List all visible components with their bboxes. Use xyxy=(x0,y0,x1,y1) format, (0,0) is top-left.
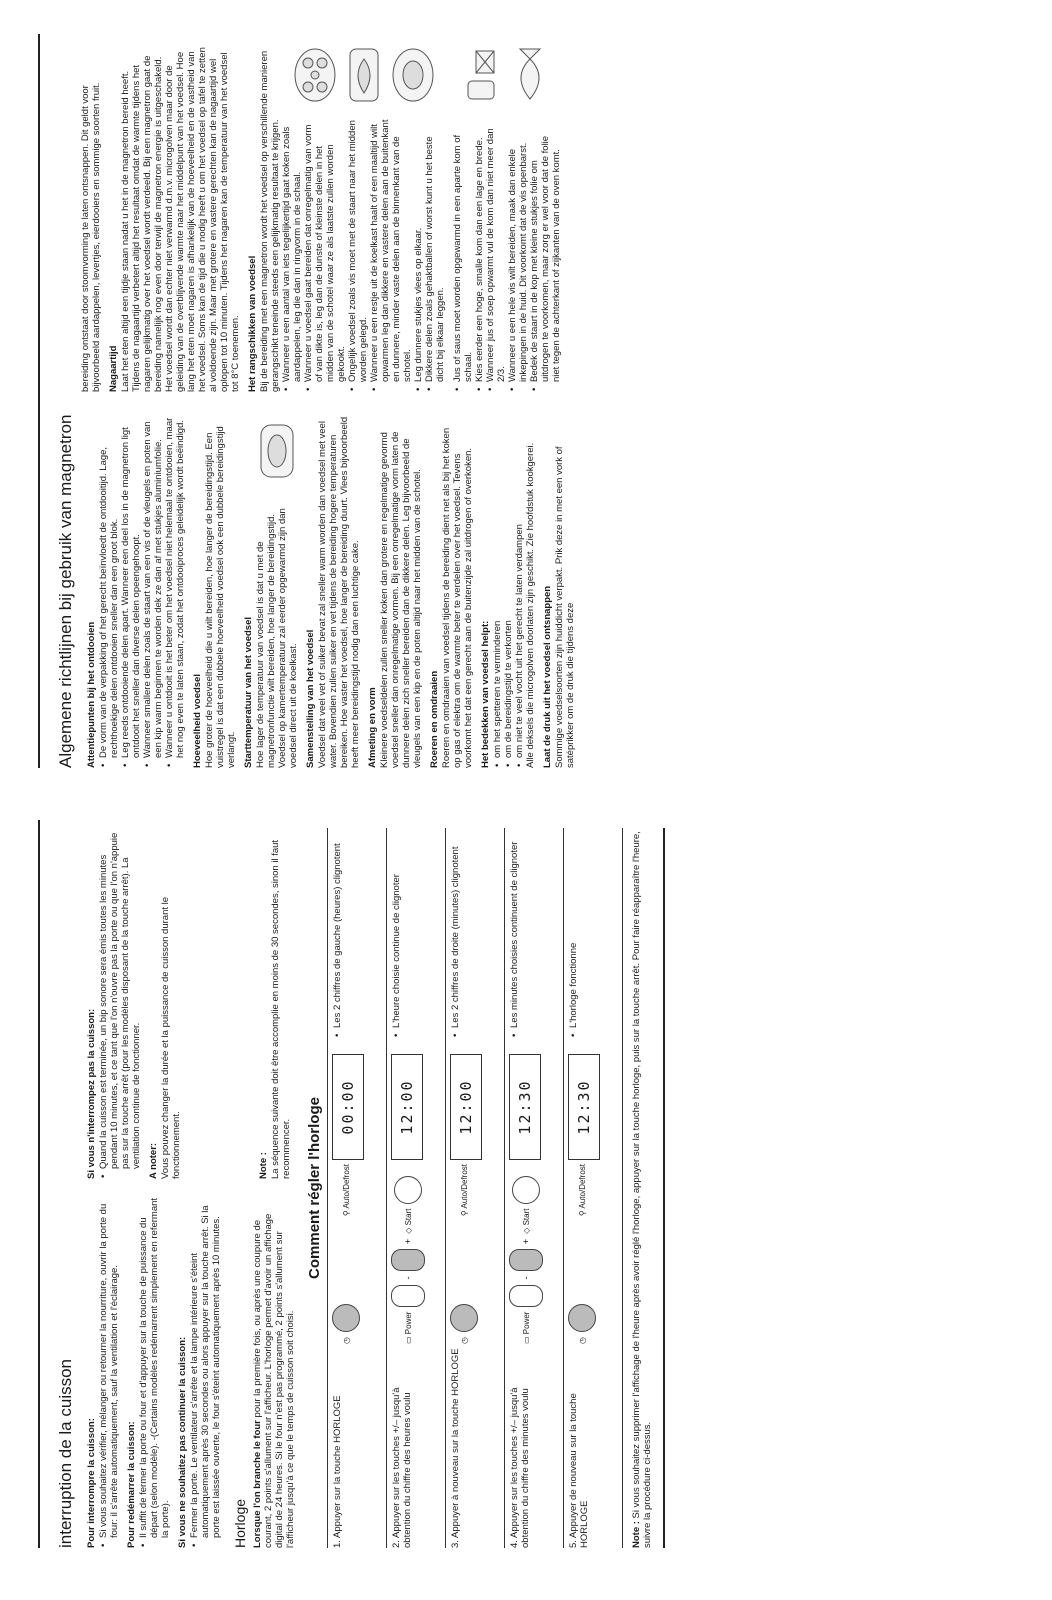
step-result: • L'horloge fonctionne xyxy=(568,832,579,1028)
defrost-item: • Wanneer u ontdooit is het beter om het voedsel niet helemaal te ontdooien, maar het nog even te laten staan, zodat het ontdooiproces geleidelijk wordt beëindigd. xyxy=(164,416,186,758)
clock-note-heading: Note : xyxy=(258,1152,269,1179)
page-title: Algemene richtlijnen bij gebruik van magnetron xyxy=(56,414,75,768)
clock-intro xyxy=(252,1197,296,1548)
note-text: Vous pouvez changer la durée et la puissance de cuisson durant le fonctionnement. xyxy=(160,896,182,1179)
final-note-text: Si vous souhaitez supprimer l'affichage de l'heure après avoir réglé l'horloge, appuyer sur la touche horloge, puis sur la touche arrêt. Pour faire réapparaître l'heure, suivre la procédure ci-dessus. xyxy=(631,831,653,1548)
plus-minus-button[interactable] xyxy=(391,1249,425,1271)
cover-text: Alle deksels die microgolven doorlaten zijn geschikt. Zie hoofdstuk kookgerei. xyxy=(525,442,536,768)
arrange-item: • Dikkere delen zoals gehaktballen of worst kunt u het beste dicht bij elkaar leggen. xyxy=(424,118,446,382)
final-note-heading: Note : xyxy=(631,1521,642,1548)
extra-item: • Kies eerder een hoge, smalle kom dan een lage en brede. xyxy=(474,118,485,382)
leftovers-plate-icon xyxy=(390,45,436,105)
shape-heading: Afmeting en vorm xyxy=(367,687,378,768)
extra-item: • Wanneer u een hele vis wilt bereiden, maak dan enkele inkepingen in de huid. Dit voorkomt dat de vis openbarst. xyxy=(507,118,529,382)
step-result: • L'heure choisie continue de clignoter xyxy=(391,832,402,1028)
composition-text: Voedsel dat veel vet of suiker bevat zal sneller warm worden dan voedsel met veel water. Bovendien zullen suiker en vet tijdens de bereiding hogere temperaturen bereiken. Hoe vaster het voedsel, hoe langer de bereiding duurt. Vlees bijvoorbeeld heeft meer bereidingstijd nodig dan een luchtige cake. xyxy=(317,416,361,768)
auto-defrost-icon: ⚲ Auto/Defrost xyxy=(459,1164,469,1217)
arrange-item: • Ongelijk voedsel zoals vis moet met de staart naar het midden worden gelegd. xyxy=(347,118,369,382)
shape-text: Kleinere voedseldelen zullen sneller koken dan grotere en regelmatige gevormd voedsel sneller dan onregelmatige vormen. Bij een onregelmatige vorm laten de dunnere delen zich sneller bereiden dan de dikkere delen. Leg bijvoorbeeld de vleugels van een kip en de poten altijd naar het midden van de schotel. xyxy=(379,431,423,768)
bowls-icon xyxy=(462,45,502,105)
clock-display: 12:00 xyxy=(391,1054,423,1160)
top-rule xyxy=(38,820,40,1548)
clock-intro-section xyxy=(252,828,296,1548)
page-french xyxy=(0,800,1052,1600)
bottom-rule xyxy=(663,828,665,1548)
table-row xyxy=(446,828,505,1548)
defrost-item: • De vorm van de verpakking of het gerecht beïnvloedt de ontdooitijd. Lage, rechthoekige delen ontdooien sneller dan een groot blok. xyxy=(98,416,120,758)
fish-dish-icon xyxy=(344,45,384,105)
step-result: • Les 2 chiffres de droite (minutes) clignotent xyxy=(450,832,461,1028)
clock-button[interactable] xyxy=(450,1304,478,1332)
cover-heading: Het bedekken van voedsel helpt: xyxy=(480,620,491,768)
quantity-heading: Hoeveelheid voedsel xyxy=(192,674,203,768)
column-left xyxy=(80,416,576,768)
plus-minus-button[interactable] xyxy=(509,1249,543,1271)
interrupt-heading: Pour interrompre la cuisson: xyxy=(86,1418,97,1548)
pressure-text: Sommige voedselsoorten zijn huiddicht verpakt. Prik deze in met een vork of satéprikker om de druk die tijdens deze xyxy=(554,446,576,768)
interrupt-item: • Si vous souhaitez vérifier, mélanger ou retourner la nourriture, ouvrir la porte du four: il s'arrête automatiquement, sauf la ventilation et l'éclairage. xyxy=(98,1197,120,1538)
defrost-item: • Leg reeds ontdooiende delen apart. Wanneer een deel los in de magnetron ligt ontdooit het sneller dan diverse delen opeengehoopt. xyxy=(120,416,142,758)
restart-heading: Pour redémarrer la cuisson: xyxy=(126,1421,137,1548)
nocontinue-item: • Fermer la porte. Le ventilateur s'arrête et la lampe intérieure s'éteint automatiquement après 30 secondes ou alors appuyer sur la touche arrêt. Si la porte est laissée ouverte, le four s'éteint automatiquement après 10 minutes. xyxy=(189,1197,222,1538)
extra-item: • Bedek de staart in de kop met kleine stukjes folie om uitdrogen te voorkomen, maar zorg er wel voor dat de folie niet tegen de achterkant of zijkanten van de oven komt. xyxy=(529,118,562,382)
clock-display: 00:00 xyxy=(332,1054,364,1160)
arrange-item: • Wanneer u een aantal van iets tegelijkertijd gaat koken zoals aardappelen, leg die dan in ringvorm in de schaal. xyxy=(281,118,303,382)
clock-steps-table xyxy=(327,828,623,1548)
step-label: 5. Appuyer de nouveau sur la touche HORLOGE xyxy=(564,1344,623,1548)
power-button[interactable] xyxy=(509,1285,543,1307)
quantity-text: Hoe groter de hoeveelheid die u wilt bereiden, hoe langer de bereidingstijd. Een vuistregel is dat een dubbele hoeveelheid voedsel ook een dubbele bereidingstijd verlangt. xyxy=(204,426,237,768)
extra-item: • Wanneer jus of soep opwarmt vul de kom dan niet meer dan 2/3. xyxy=(485,118,507,382)
step-result: • Les 2 chiffres de gauche (heures) clignotent xyxy=(332,832,343,1028)
clock-display: 12:30 xyxy=(509,1054,541,1160)
arrange-item: • Leg dunnere stukjes vlees op elkaar. xyxy=(413,118,424,382)
step-result: • Les minutes choisies continuent de clignoter xyxy=(509,832,520,1028)
auto-defrost-icon: ⚲ Auto/Defrost xyxy=(577,1164,587,1217)
clock-icon: ◷ xyxy=(577,1337,587,1344)
restart-item: • Il suffit de fermer la porte ou four et d'appuyer sur la touche de puissance du départ (selon modèle). -(Certains modèles redémarrent simplement en refermant la porte). xyxy=(138,1197,171,1538)
top-rule xyxy=(38,34,40,768)
clock-button[interactable] xyxy=(332,1304,360,1332)
defrost-item: • Wanneer smallere delen zoals de staart van een vis of de vleugels en poten van een kip warm beginnen te worden dek ze dan af met stukjes aluminiumfolie. xyxy=(142,416,164,758)
starttemp-heading: Starttemperatuur van het voedsel xyxy=(243,617,254,768)
clock-note-text: La séquence suivante doit être accomplie en moins de 30 secondes, sinon il faut recommencer. xyxy=(270,839,292,1179)
extra-item: • Jus of saus moet worden opgewarmd in een aparte kom of schaal. xyxy=(452,118,474,382)
interrupt-section xyxy=(80,828,222,1548)
power-icon: ▭ Power xyxy=(521,1311,531,1344)
composition-heading: Samenstelling van het voedsel xyxy=(305,629,316,768)
nocontinue-heading: Si vous ne souhaitez pas continuer la cuisson: xyxy=(177,1336,188,1548)
final-note xyxy=(631,828,653,1548)
column-right xyxy=(80,40,576,392)
nointerrupt-item: • Quand la cuisson est terminée, un bip sonore sera émis toutes les minutes pendant 10 minutes, et ce tant que l'on n'ouvre pas la porte ou que l'on n'appuie pas sur la touche arrêt (pour les modèles disposant de la touche arrêt). La ventilation continue de fonctionner. xyxy=(98,828,142,1169)
starttemp-text: Hoe lager de temperatuur van voedsel is dat u met de magnetronfunctie wilt bereiden, hoe langer de bereidingstijd. Voedsel op kamertemperatuur zal eerder opgewarmd zijn dan voedsel direct uit de koelkast. xyxy=(255,508,299,768)
set-clock-title: Comment régler l'horloge xyxy=(306,1097,323,1279)
step-label: 1. Appuyer sur la touche HORLOGE xyxy=(328,1344,387,1548)
nointerrupt-heading: Si vous n'interrompez pas la cuisson: xyxy=(86,1008,97,1179)
defrost-heading: Attentiepunten bij het ontdooien xyxy=(86,621,97,768)
power-icon: ▭ Power xyxy=(403,1311,413,1344)
step-label: 2. Appuyer sur les touches +/– jusqu'à obtention du chiffre des heures voulu xyxy=(387,1344,446,1548)
table-row xyxy=(328,828,387,1548)
clock-display: 12:00 xyxy=(450,1054,482,1160)
step-label: 3. Appuyer à nouveau sur la touche HORLOGE xyxy=(446,1344,505,1548)
clock-button[interactable] xyxy=(568,1304,596,1332)
cover-item: • om niet te veel vocht uit het gerecht te laten verdampen xyxy=(514,416,525,758)
start-button[interactable] xyxy=(394,1176,422,1204)
auto-defrost-icon: ⚲ Auto/Defrost xyxy=(341,1164,351,1217)
stir-text: Roeren en omdraaien van voedsel tijdens de bereiding dient net als bij het koken op gas of elektra om de warmte beter te verdelen over het voedsel. Tevens voorkomt het dat een gerecht aan de buitenzijde zal uitdrogen of overkoken. xyxy=(441,427,474,768)
clock-intro-bold: Lorsque l'on branche le four xyxy=(252,1420,263,1548)
afterheat-heading: Nagaartijd xyxy=(108,345,119,392)
page-title: interruption de la cuisson xyxy=(56,1358,75,1548)
whole-fish-icon xyxy=(508,45,552,105)
cover-item: • om de bereidingstijd te verkorten xyxy=(503,416,514,758)
start-button[interactable] xyxy=(512,1176,540,1204)
potatoes-ring-icon xyxy=(292,45,338,105)
power-button[interactable] xyxy=(391,1285,425,1307)
note-heading: A noter: xyxy=(148,1142,159,1179)
arrange-item: • Wanneer u voedsel gaat bereiden dat onregelmatig van vorm of van dikte is, leg dan de dunste of kleinste delen in het midden van de schotel waar ze als laatste zullen worden gekookt. xyxy=(303,118,347,382)
clock-intro-text: pour la première fois, ou après une coupure de courant, 2 points s'allument sur l'afficheur. L'horloge permet d'avoir un affichage digital de 24 heures. Si le four n'est pas programmé, 2 points s'allument sur l'afficheur jusqu'à ce que le temps de cuisson soit choisi. xyxy=(252,1213,296,1548)
clock-title: Horloge xyxy=(232,1498,248,1548)
arrange-item: • Wanneer u een restje uit de koelkast haalt of een maaltijd wilt opwarmen leg dan dikkere en vastere delen aan de buitenkant en dunnere, minder vaste delen aan de binnenkant van de schotel. xyxy=(369,118,413,382)
pressure-text-cont: bereiding ontstaat door stoomvorming te laten ontsnappen. Dit geldt voor bijvoorbeeld aardappelen, levertjes, eierdooiers en sommige soorten fruit. xyxy=(80,82,102,392)
start-icon: ◇ Start xyxy=(403,1208,413,1234)
table-row xyxy=(564,828,623,1548)
cover-item: • om het spetteren te verminderen xyxy=(492,416,503,758)
afterheat-text: Laat het eten altijd een tijdje staan nadat u het in de magnetron bereid heeft. Tijdens de nagaartijd verbetert altijd het resultaat omdat de warmte tijdens het nagaren gelijkmatig over het voedsel wordt verdeeld. Bij een magnetron gaat de bereiding namelijk nog even door terwijl de magnetron energie is uitgeschakeld. Het voedsel wordt dan echter niet verwarmd d.m.v. microgolven maar door de geleiding van de overblijvende warmte naar het middelpunt van het voedsel. Hoe lang het eten moet nagaren is afhankelijk van de hoeveelheid en de vastheid van het voedsel. Soms kan de tijd die u nodig heeft u om het voedsel op tafel te zetten al voldoende zijn. Maar met grotere en vastere gerechten kan de nagaartijd wel oplopen tot 10 minuten. Tijdens het nagaren kan de temperatuur van het voedsel tot 8°C toenemen. xyxy=(120,47,241,392)
clock-icon: ◷ xyxy=(341,1337,351,1344)
stir-heading: Roeren en omdraaien xyxy=(429,670,440,768)
step-label: 4. Appuyer sur les touches +/– jusqu'à obtention du chiffre des minutes voulu xyxy=(505,1344,564,1548)
start-icon: ◇ Start xyxy=(521,1208,531,1234)
chicken-dish-icon xyxy=(255,421,299,481)
clock-display: 12:30 xyxy=(568,1054,600,1160)
pressure-heading: Laat de druk uit het voedsel ontsnappen xyxy=(542,585,553,768)
clock-icon: ◷ xyxy=(459,1337,469,1344)
table-row: 4. Appuyer sur les touches +/– jusqu'à obtention du chiffre des minutes voulu ▭ Power - + ◇ Start 12:30 • Les minutes choisies continuent de clignoter xyxy=(505,828,564,1548)
arrange-heading: Het rangschikken van voedsel xyxy=(247,255,258,392)
table-row: 2. Appuyer sur les touches +/– jusqu'à obtention du chiffre des heures voulu ▭ Power - + ◇ Start 12:00 • L'heure choisie continue de clignoter xyxy=(387,828,446,1548)
arrange-text: Bij de bereiding met een magnetron wordt het voedsel op verschillende manieren gerangschikt teneinde steeds een gelijkmatig resultaat te krijgen. xyxy=(259,50,281,392)
